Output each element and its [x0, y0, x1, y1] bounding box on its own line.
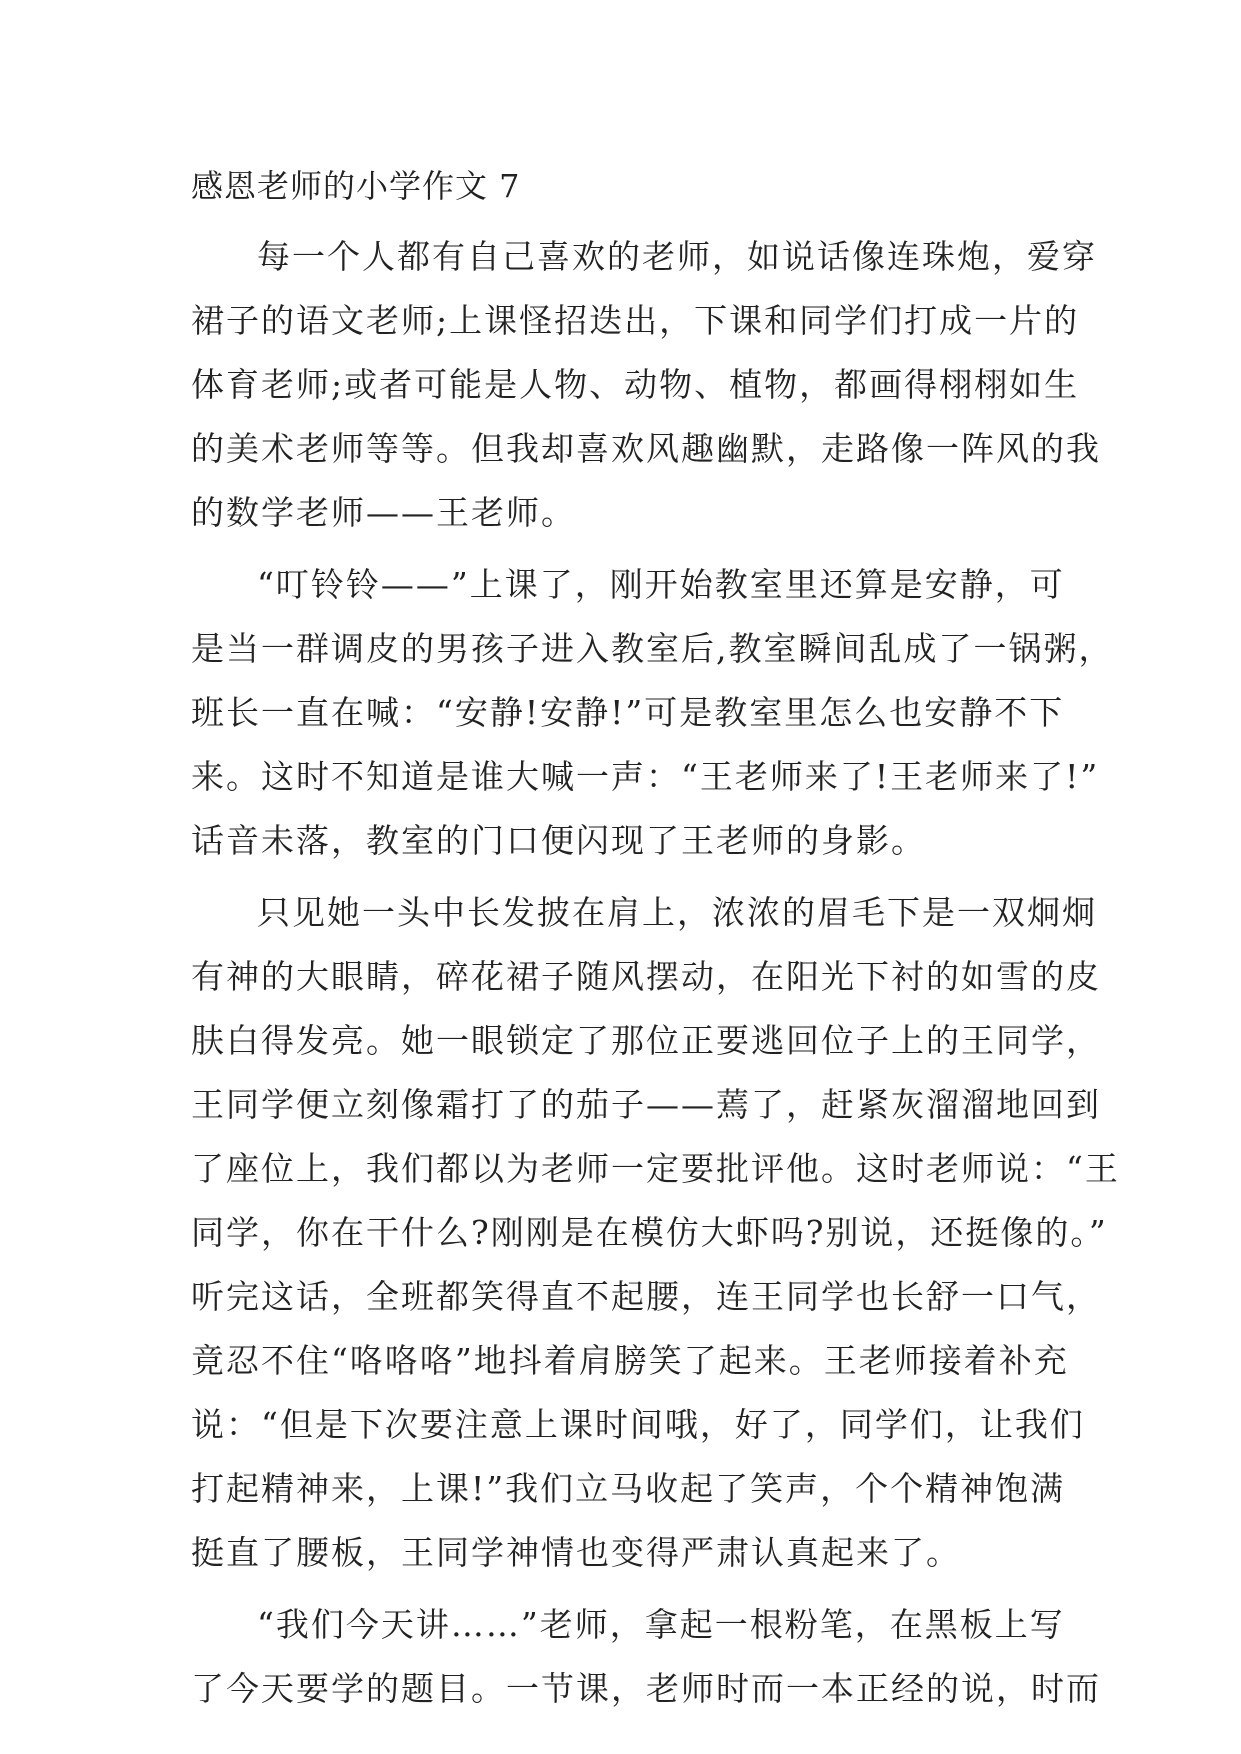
text-line: 班长一直在喊：“安静!安静!”可是教室里怎么也安静不下	[191, 693, 1065, 732]
text-line: 话音未落，教室的门口便闪现了王老师的身影。	[191, 821, 926, 860]
paragraph-4	[191, 1585, 1101, 1721]
paragraph-1	[191, 217, 1101, 545]
document-body	[191, 155, 1120, 1721]
text-line: 是当一群调皮的男孩子进入教室后,教室瞬间乱成了一锅粥，	[191, 629, 1114, 668]
paragraph-3	[191, 873, 1120, 1585]
text-line: 的美术老师等等。但我却喜欢风趣幽默，走路像一阵风的我	[191, 429, 1101, 468]
text-line: 的数学老师——王老师。	[191, 493, 576, 532]
text-line: 了座位上，我们都以为老师一定要批评他。这时老师说：“王	[191, 1149, 1120, 1188]
text-line: 同学，你在干什么?刚刚是在模仿大虾吗?别说，还挺像的。”	[191, 1213, 1108, 1252]
paragraph-2	[191, 545, 1114, 873]
text-line: 有神的大眼睛，碎花裙子随风摆动，在阳光下衬的如雪的皮	[191, 957, 1101, 996]
text-line: “叮铃铃——”上课了，刚开始教室里还算是安静，可	[257, 565, 1065, 604]
text-line: 打起精神来，上课!”我们立马收起了笑声，个个精神饱满	[191, 1469, 1066, 1508]
text-line: “我们今天讲……”老师，拿起一根粉笔，在黑板上写	[257, 1605, 1065, 1644]
text-line: 挺直了腰板，王同学神情也变得严肃认真起来了。	[191, 1533, 961, 1572]
text-line: 听完这话，全班都笑得直不起腰，连王同学也长舒一口气，	[191, 1277, 1101, 1316]
text-line: 每一个人都有自己喜欢的老师，如说话像连珠炮，爱穿	[257, 237, 1097, 276]
text-line: 体育老师;或者可能是人物、动物、植物，都画得栩栩如生	[191, 365, 1080, 404]
text-line: 裙子的语文老师;上课怪招迭出，下课和同学们打成一片的	[191, 301, 1080, 340]
text-line: 只见她一头中长发披在肩上，浓浓的眉毛下是一双炯炯	[257, 893, 1097, 932]
text-line: 肤白得发亮。她一眼锁定了那位正要逃回位子上的王同学，	[191, 1021, 1101, 1060]
text-line: 竟忍不住“咯咯咯”地抖着肩膀笑了起来。王老师接着补充	[191, 1341, 1069, 1380]
text-line: 来。这时不知道是谁大喊一声：“王老师来了!王老师来了!”	[191, 757, 1100, 796]
document-title: 感恩老师的小学作文 7	[191, 167, 521, 205]
text-line: 说：“但是下次要注意上课时间哦，好了，同学们，让我们	[191, 1405, 1085, 1444]
text-line: 王同学便立刻像霜打了的茄子——蔫了，赶紧灰溜溜地回到	[191, 1085, 1101, 1124]
text-line: 了今天要学的题目。一节课，老师时而一本正经的说，时而	[191, 1669, 1101, 1708]
